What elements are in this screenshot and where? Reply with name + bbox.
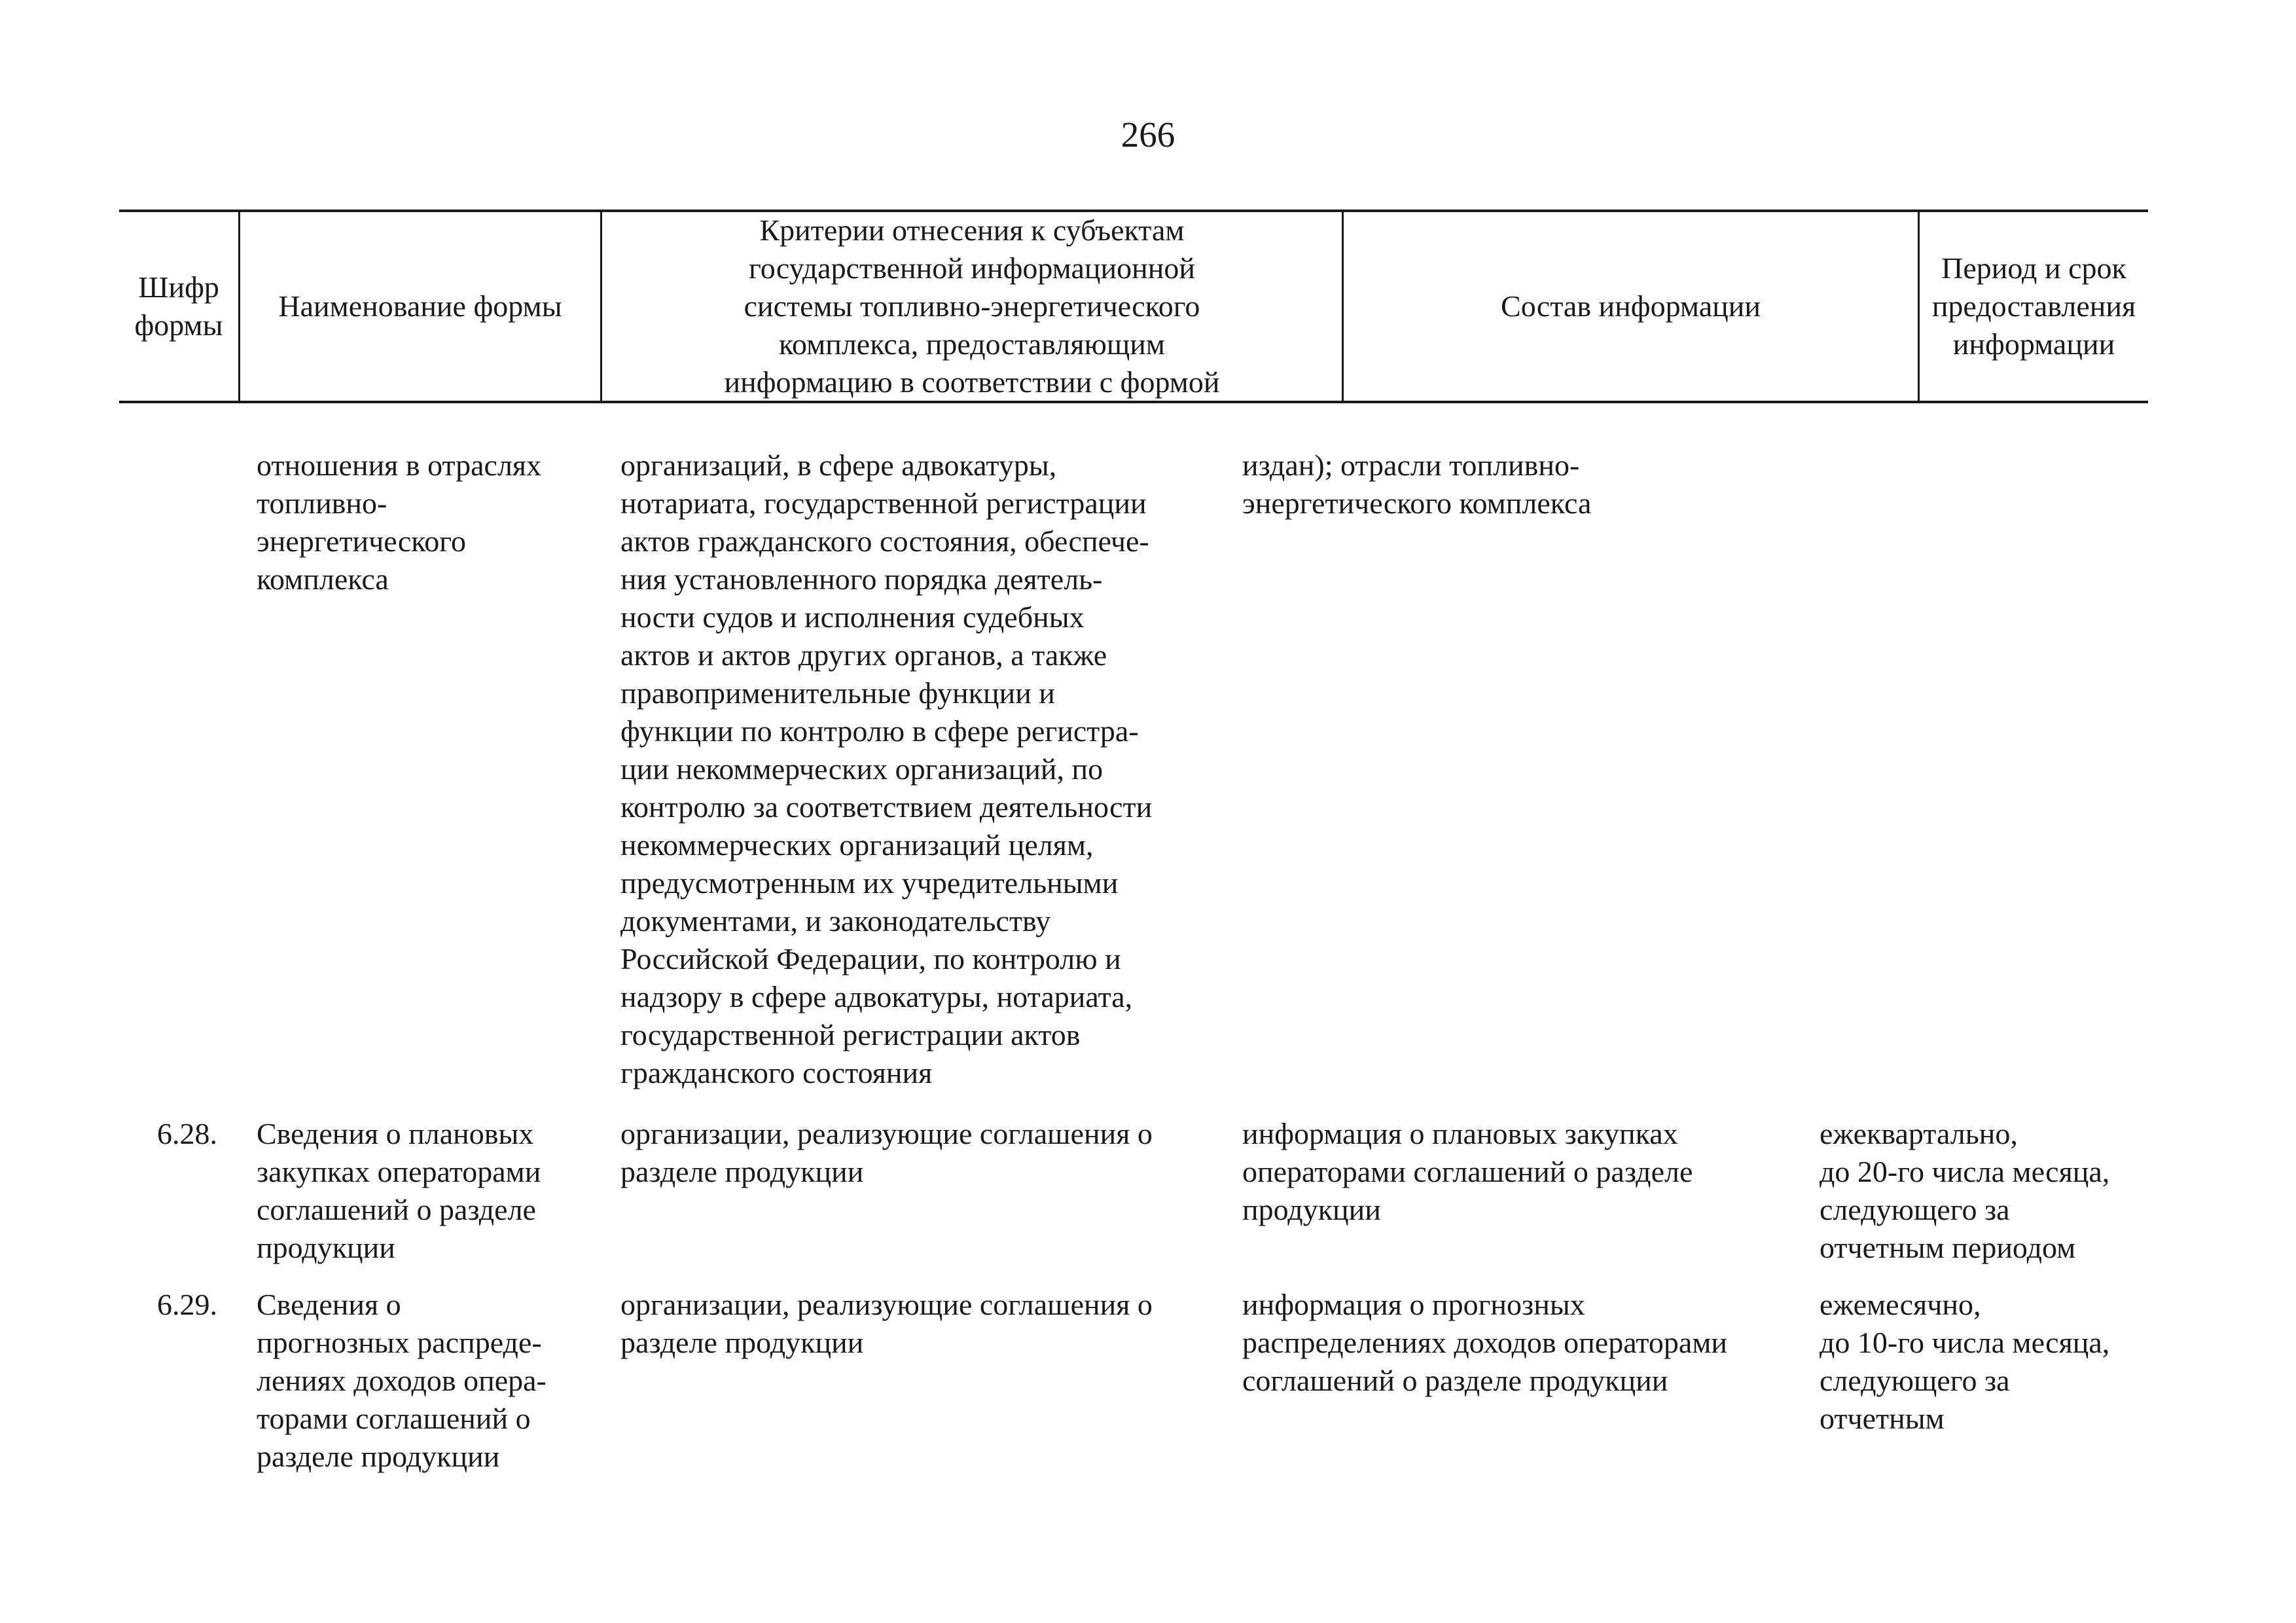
form-name-cell: Сведения о плановых закупках операторами соглашений о разделе продукции [257,1117,541,1264]
form-code-cell: 6.29. [157,1288,217,1321]
content-cell: издан); отрасли топливно- энергетического комплекса [1242,448,1592,520]
table-header [119,210,2148,403]
criteria-cell: организации, реализующие соглашения о разделе продукции [620,1117,1153,1188]
period-cell: ежемесячно, до 10-го числа месяца, следующего за отчетным [1820,1288,2110,1435]
criteria-cell: организаций, в сфере адвокатуры, нотариата, государственной регистрации актов гражданского состояния, обеспече- ния установленного порядка деятель- ности судов и исполнения судебных актов и актов других органов, а также правоприменительные функции и функции по контролю в сфере регистра- ции некоммерческих организаций, по контролю за соответствием деятельности некоммерческих организаций целям, предусмотренным их учредительными документами, и законодательству Российской Федерации, по контролю и надзору в сфере адвокатуры, нотариата, государственной регистрации актов гражданского состояния [620,448,1153,1089]
form-code-cell: 6.28. [157,1117,217,1150]
criteria-cell: организации, реализующие соглашения о разделе продукции [620,1288,1153,1359]
header-content: Состав информации [1501,289,1761,323]
period-cell: ежеквартально, до 20-го числа месяца, следующего за отчетным периодом [1820,1117,2110,1264]
header-form-code: Шифр формы [134,270,223,342]
header-criteria: Критерии отнесения к субъектам государственной информационной системы топливно-энергетического комплекса, предоставляющим информацию в соответствии с формой [724,213,1220,399]
form-name-cell: Сведения о прогнозных распреде- лениях доходов опера- торами соглашений о разделе продукции [257,1288,547,1473]
content-cell: информация о плановых закупках операторами соглашений о разделе продукции [1242,1117,1693,1226]
header-period: Период и срок предоставления информации [1931,251,2136,361]
header-form-name: Наименование формы [278,289,562,323]
page-number: 266 [1121,115,1175,155]
form-name-cell: отношения в отраслях топливно- энергетического комплекса [257,448,542,596]
content-cell: информация о прогнозных распределениях доходов операторами соглашений о разделе продукции [1242,1288,1728,1397]
